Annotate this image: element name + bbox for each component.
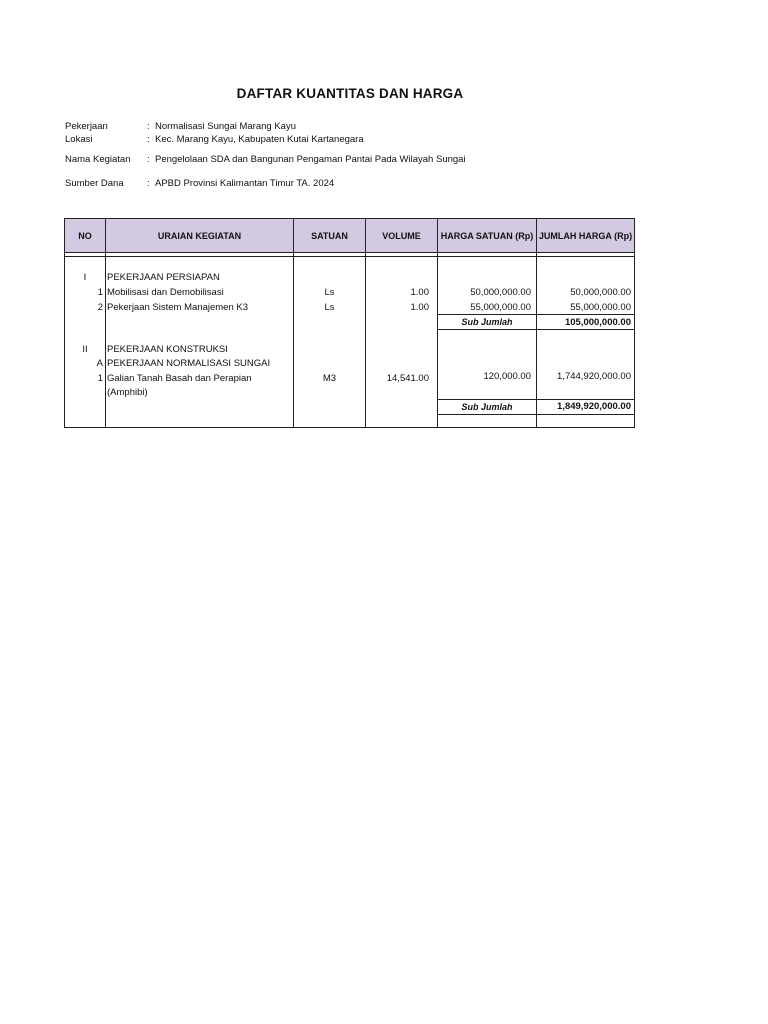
meta-label: Sumber Dana	[65, 178, 124, 189]
subsection-title: PEKERJAAN NORMALISASI SUNGAI	[107, 358, 271, 369]
header-harga-satuan: HARGA SATUAN (Rp)	[440, 230, 534, 241]
item-price: 120,000.00	[483, 371, 531, 382]
item-description: Mobilisasi dan Demobilisasi	[107, 287, 224, 298]
subtotal-line	[437, 399, 634, 400]
header-satuan: SATUAN	[311, 230, 348, 241]
subtotal-value: 105,000,000.00	[564, 317, 631, 328]
meta-colon: :	[147, 134, 150, 145]
meta-value: Normalisasi Sungai Marang Kayu	[155, 121, 296, 132]
meta-colon: :	[147, 121, 150, 132]
meta-colon: :	[147, 154, 150, 165]
item-description: Galian Tanah Basah dan Perapian	[107, 373, 252, 384]
item-total: 50,000,000.00	[570, 287, 631, 298]
item-unit: M3	[322, 373, 337, 384]
item-price: 55,000,000.00	[470, 302, 531, 313]
header-volume: VOLUME	[382, 230, 421, 241]
section-number: I	[83, 272, 87, 283]
item-total: 1,744,920,000.00	[557, 371, 631, 382]
subtotal-label: Sub Jumlah	[461, 402, 513, 412]
item-volume: 1.00	[410, 287, 429, 298]
document-title: DAFTAR KUANTITAS DAN HARGA	[236, 86, 464, 101]
meta-label: Pekerjaan	[65, 121, 108, 132]
quantity-price-table	[64, 218, 635, 428]
item-description-cont: (Amphibi)	[107, 387, 148, 398]
header-jumlah-harga: JUMLAH HARGA (Rp)	[538, 230, 633, 241]
meta-label: Nama Kegiatan	[65, 154, 131, 165]
section-number: II	[82, 344, 88, 355]
meta-colon: :	[147, 178, 150, 189]
subtotal-line	[437, 314, 634, 315]
item-number: 1	[97, 287, 103, 298]
subtotal-line	[437, 414, 634, 415]
item-volume: 14,541.00	[386, 373, 429, 384]
subsection-letter: A	[96, 358, 103, 369]
item-volume: 1.00	[410, 302, 429, 313]
item-unit: Ls	[324, 287, 335, 298]
subtotal-label: Sub Jumlah	[461, 317, 513, 327]
meta-value: Kec. Marang Kayu, Kabupaten Kutai Kartanegara	[155, 134, 364, 145]
subtotal-line	[437, 329, 634, 330]
meta-label: Lokasi	[65, 134, 93, 145]
meta-value: APBD Provinsi Kalimantan Timur TA. 2024	[155, 178, 335, 189]
item-number: 2	[97, 302, 103, 313]
item-description: Pekerjaan Sistem Manajemen K3	[107, 302, 248, 313]
section-title: PEKERJAAN PERSIAPAN	[107, 272, 220, 283]
subtotal-value: 1,849,920,000.00	[557, 401, 631, 412]
table-header-spacer	[65, 252, 634, 257]
item-number: 1	[97, 373, 103, 384]
item-price: 50,000,000.00	[470, 287, 531, 298]
meta-value: Pengelolaan SDA dan Bangunan Pengaman Pantai Pada Wilayah Sungai	[155, 154, 466, 165]
item-unit: Ls	[324, 302, 335, 313]
section-title: PEKERJAAN KONSTRUKSI	[107, 344, 228, 355]
header-no: NO	[78, 230, 92, 241]
header-uraian: URAIAN KEGIATAN	[157, 230, 242, 241]
item-total: 55,000,000.00	[570, 302, 631, 313]
